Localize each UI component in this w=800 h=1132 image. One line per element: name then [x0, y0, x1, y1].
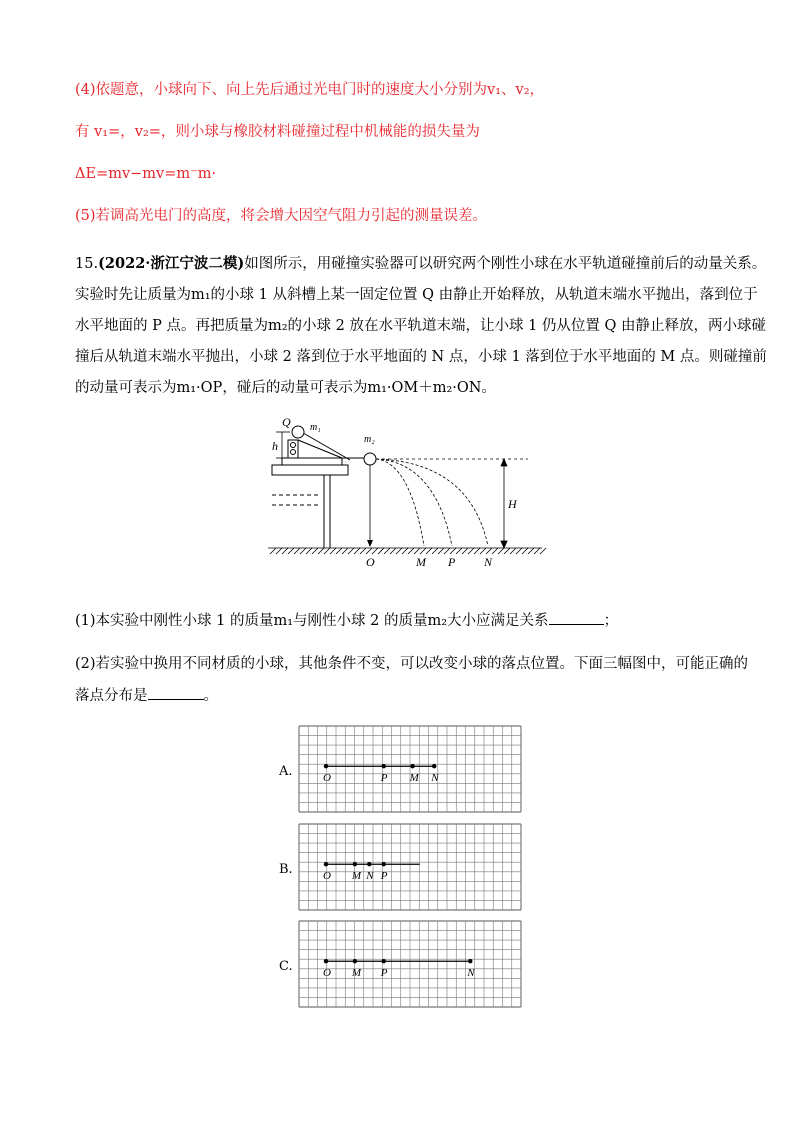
landing-point-label: N	[431, 772, 439, 785]
ball-1-icon	[292, 426, 304, 438]
label-O: O	[366, 555, 375, 569]
landing-point-label: M	[351, 870, 362, 883]
question-header	[75, 254, 766, 274]
landing-point-label: O	[323, 772, 331, 785]
landing-point-N	[468, 959, 472, 963]
label-N: N	[484, 555, 493, 569]
subquestion-1	[75, 610, 618, 631]
landing-point-label: P	[380, 967, 388, 980]
label-H: H	[508, 497, 517, 511]
option-grid	[298, 823, 522, 911]
answer-energy-loss: ΔE=mv−mv=m⁻m·	[75, 166, 217, 182]
question-number: 15.	[75, 256, 99, 272]
answer-part5: (5)若调高光电门的高度，将会增大因空气阻力引起的测量误差。	[75, 208, 488, 224]
landing-point-O	[324, 959, 328, 963]
landing-point-M	[353, 959, 357, 963]
landing-point-label: O	[323, 967, 331, 980]
subquestion-2-line-2	[75, 685, 218, 706]
subquestion-2-line-1: (2)若实验中换用不同材质的小球，其他条件不变，可以改变小球的落点位置。下面三幅图中，可能正确的	[75, 656, 749, 672]
H-dimension	[501, 459, 507, 548]
question-stem-line-1: 实验时先让质量为m₁的小球 1 从斜槽上某一固定位置 Q 由静止开始释放，从轨道末端水平抛出，落到位于	[75, 287, 758, 303]
answer-blank-2[interactable]	[148, 685, 204, 700]
landing-point-label: N	[467, 967, 475, 980]
answer-part4: (4)依题意，小球向下、向上先后通过光电门时的速度大小分别为v₁、v₂，	[75, 82, 545, 98]
landing-point-M	[353, 862, 357, 866]
question-stem-line-0: 如图所示，用碰撞实验器可以研究两个刚性小球在水平轨道碰撞前后的动量关系。	[244, 256, 767, 272]
subquestion-1-text: (1)本实验中刚性小球 1 的质量m₁与刚性小球 2 的质量m₂大小应满足关系	[75, 613, 549, 629]
ball-2-icon	[364, 453, 376, 465]
landing-point-label: M	[409, 772, 419, 785]
question-source: (2022·浙江宁波二模)	[98, 255, 245, 272]
option-label: A.	[279, 764, 293, 779]
landing-point-label: N	[366, 870, 374, 883]
question-stem-line-3: 撞后从轨道末端水平抛出，小球 2 落到位于水平地面的 N 点，小球 1 落到位于水平地面的 M 点。则碰撞前	[75, 349, 767, 365]
option-grid	[298, 725, 522, 813]
landing-point-label: P	[380, 870, 388, 883]
label-Q: Q	[282, 415, 291, 429]
option-label: C.	[279, 959, 293, 974]
trajectories	[376, 459, 488, 546]
answer-blank-1[interactable]	[549, 610, 604, 625]
label-m2: m₂	[364, 434, 375, 445]
label-m1: m₁	[310, 422, 321, 433]
table	[272, 465, 348, 548]
landing-point-label: P	[380, 772, 388, 785]
subquestion-2-text: 落点分布是	[75, 688, 148, 704]
label-h: h	[272, 439, 278, 453]
landing-point-P	[382, 959, 386, 963]
option-grid	[298, 920, 522, 1008]
question-stem-line-4: 的动量可表示为m₁·OP，碰后的动量可表示为m₁·OM＋m₂·ON。	[75, 380, 496, 396]
landing-point-O	[324, 862, 328, 866]
answer-velocity-line: 有 v₁=，v₂=，则小球与橡胶材料碰撞过程中机械能的损失量为	[75, 124, 480, 140]
landing-point-label: M	[351, 967, 362, 980]
question-stem-line-2: 水平地面的 P 点。再把质量为m₂的小球 2 放在水平轨道末端，让小球 1 仍从位置 Q 由静止释放，两小球碰	[75, 318, 767, 334]
plumb-arrow-icon	[367, 540, 373, 547]
landing-point-P	[382, 862, 386, 866]
landing-point-N	[367, 862, 371, 866]
option-label: B.	[279, 862, 293, 877]
label-P: P	[448, 555, 456, 569]
landing-point-P	[382, 764, 386, 768]
landing-point-N	[432, 764, 436, 768]
collision-apparatus-diagram	[260, 412, 550, 572]
landing-point-M	[410, 764, 414, 768]
label-M: M	[416, 555, 426, 569]
ground	[268, 548, 546, 554]
subquestion-1-end: ；	[603, 613, 619, 629]
subquestion-2-end: 。	[203, 688, 218, 704]
landing-point-O	[324, 764, 328, 768]
landing-point-label: O	[323, 870, 331, 883]
